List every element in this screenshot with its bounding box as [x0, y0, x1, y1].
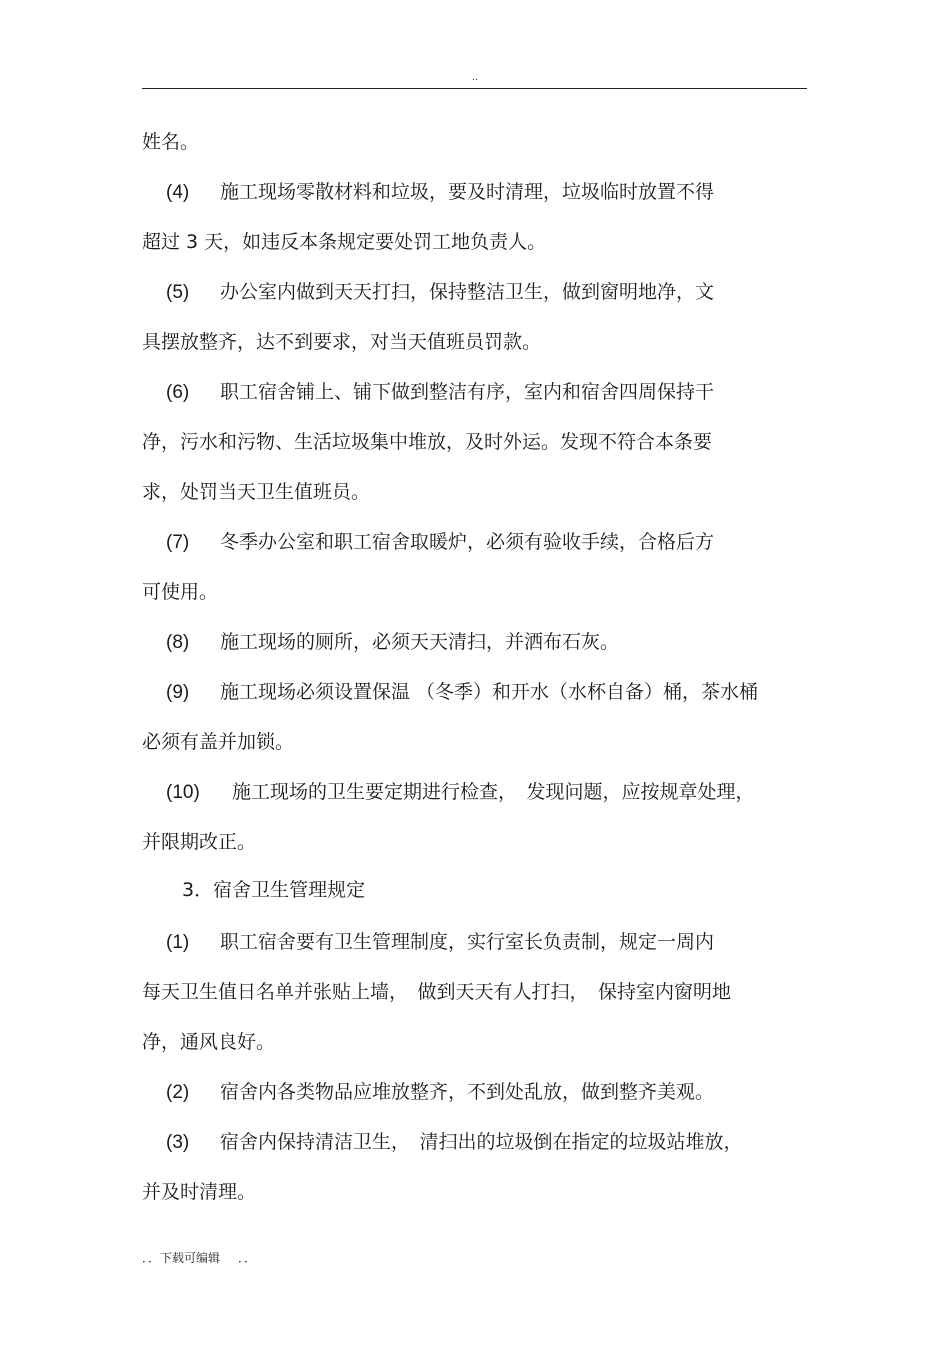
header-rule: [142, 88, 807, 89]
list-item-2: [166, 1080, 714, 1105]
text-line: 净，污水和污物、生活垃圾集中堆放，及时外运。发现不符合本条要: [142, 431, 713, 453]
list-item-1: [166, 930, 714, 955]
item-number: (2): [166, 1082, 190, 1103]
item-text: 施工现场的卫生要定期进行检查， 发现问题，应按规章处理，: [232, 781, 755, 803]
list-item-9: [166, 680, 758, 705]
item-text: 宿舍内保持清洁卫生， 清扫出的垃圾倒在指定的垃圾站堆放，: [220, 1131, 743, 1153]
item-number: (7): [166, 532, 190, 553]
text-line: 超过 3 天，如违反本条规定要处罚工地负责人。: [142, 231, 547, 253]
footer-left-text: ．．下载可编辑: [142, 1251, 221, 1265]
item-text: 施工现场零散材料和垃圾，要及时清理，垃圾临时放置不得: [220, 181, 715, 203]
item-number: (10): [166, 782, 200, 803]
item-number: (1): [166, 932, 190, 953]
text-line: 求，处罚当天卫生值班员。: [142, 481, 371, 503]
text-line: 净，通风良好。: [142, 1031, 276, 1053]
item-number: (6): [166, 382, 190, 403]
list-item-8: [166, 630, 619, 655]
header-mark: ..: [471, 72, 479, 83]
list-item-10: [166, 780, 755, 805]
page-footer: [142, 1251, 256, 1265]
list-item-3: [166, 1130, 743, 1155]
item-number: (3): [166, 1132, 190, 1153]
list-item-6: [166, 380, 714, 405]
list-item-4: [166, 180, 714, 205]
text-line: 必须有盖并加锁。: [142, 731, 295, 753]
item-number: (9): [166, 682, 190, 703]
text-line: 并及时清理。: [142, 1181, 257, 1203]
list-item-7: [166, 530, 714, 555]
item-text: 施工现场的厕所，必须天天清扫，并洒布石灰。: [220, 631, 620, 653]
text-line: 每天卫生值日名单并张贴上墙， 做到天天有人打扫， 保持室内窗明地: [142, 981, 732, 1003]
section-heading: 3．宿舍卫生管理规定: [182, 879, 366, 901]
list-item-5: [166, 280, 714, 305]
item-text: 冬季办公室和职工宿舍取暖炉，必须有验收手续，合格后方: [220, 531, 715, 553]
item-number: (8): [166, 632, 190, 653]
item-text: 职工宿舍铺上、铺下做到整洁有序，室内和宿舍四周保持干: [220, 381, 715, 403]
item-number: (5): [166, 282, 190, 303]
text-line: 具摆放整齐，达不到要求，对当天值班员罚款。: [142, 331, 542, 353]
item-text: 施工现场必须设置保温 （冬季）和开水（水杯自备）桶，茶水桶: [220, 681, 759, 703]
item-text: 办公室内做到天天打扫，保持整洁卫生，做到窗明地净，文: [220, 281, 715, 303]
footer-right-text: ．．: [238, 1251, 257, 1265]
item-number: (4): [166, 182, 190, 203]
item-text: 职工宿舍要有卫生管理制度，实行室长负责制，规定一周内: [220, 931, 715, 953]
item-text: 宿舍内各类物品应堆放整齐，不到处乱放，做到整齐美观。: [220, 1081, 715, 1103]
text-line: 姓名。: [142, 131, 200, 153]
text-line: 可使用。: [142, 581, 219, 603]
text-line: 并限期改正。: [142, 831, 257, 853]
